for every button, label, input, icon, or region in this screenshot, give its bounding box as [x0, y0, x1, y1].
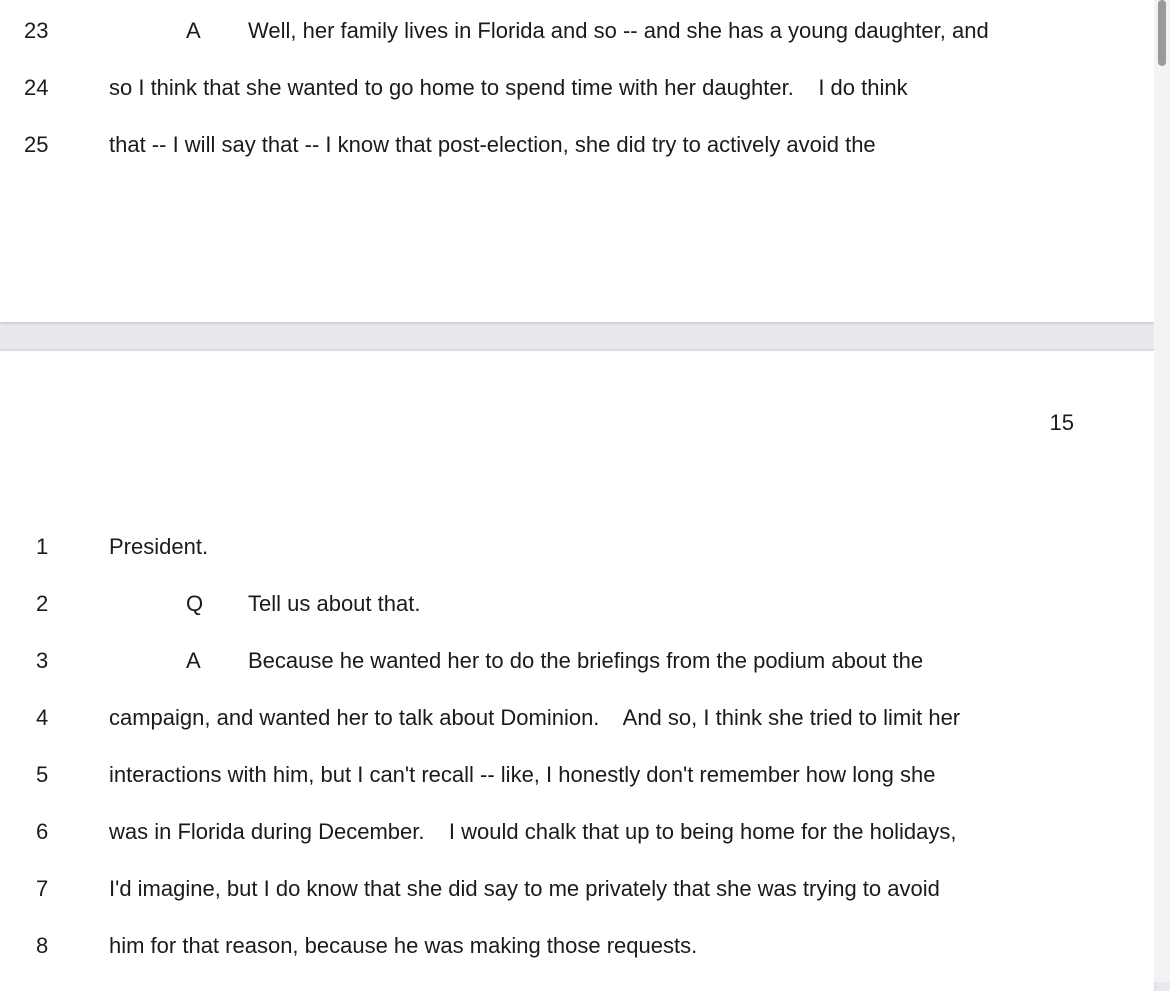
line-text: Well, her family lives in Florida and so -- and she has a young daughter, and [248, 18, 989, 43]
line-text: campaign, and wanted her to talk about Dominion. And so, I think she tried to limit her [109, 705, 961, 730]
page-number: 15 [1049, 410, 1074, 435]
line-number: 23 [24, 18, 49, 43]
speaker-label: A [186, 648, 201, 673]
transcript-page-top [0, 0, 1154, 322]
transcript-line [0, 532, 1154, 562]
line-number: 2 [36, 591, 49, 616]
speaker-label: A [186, 18, 201, 43]
transcript-line [0, 73, 1154, 103]
transcript-line [0, 874, 1154, 904]
transcript-line [0, 589, 1154, 619]
line-text: I'd imagine, but I do know that she did say to me privately that she was trying to avoid [109, 876, 940, 901]
transcript-line [0, 16, 1154, 46]
transcript-line [0, 760, 1154, 790]
transcript-line [0, 646, 1154, 676]
line-text: President. [109, 534, 209, 559]
line-text: was in Florida during December. I would chalk that up to being home for the holidays, [109, 819, 957, 844]
transcript-line [0, 703, 1154, 733]
vertical-scrollbar[interactable] [1154, 0, 1170, 982]
line-number: 6 [36, 819, 49, 844]
line-number: 25 [24, 132, 49, 157]
line-text: Tell us about that. [248, 591, 421, 616]
transcript-page-bottom [0, 351, 1154, 991]
line-text: so I think that she wanted to go home to spend time with her daughter. I do think [109, 75, 908, 100]
line-number: 5 [36, 762, 49, 787]
line-text: him for that reason, because he was making those requests. [109, 933, 698, 958]
transcript-line [0, 130, 1154, 160]
transcript-line [0, 931, 1154, 961]
line-number: 4 [36, 705, 49, 730]
line-number: 8 [36, 933, 49, 958]
line-number: 7 [36, 876, 49, 901]
line-number: 24 [24, 75, 49, 100]
line-text: that -- I will say that -- I know that post-election, she did try to actively avoid the [109, 132, 876, 157]
line-text: Because he wanted her to do the briefings from the podium about the [248, 648, 924, 673]
line-number: 1 [36, 534, 49, 559]
scrollbar-thumb[interactable] [1158, 0, 1166, 66]
transcript-line [0, 817, 1154, 847]
line-text: interactions with him, but I can't recall -- like, I honestly don't remember how long she [109, 762, 936, 787]
line-number: 3 [36, 648, 49, 673]
speaker-label: Q [186, 591, 204, 616]
